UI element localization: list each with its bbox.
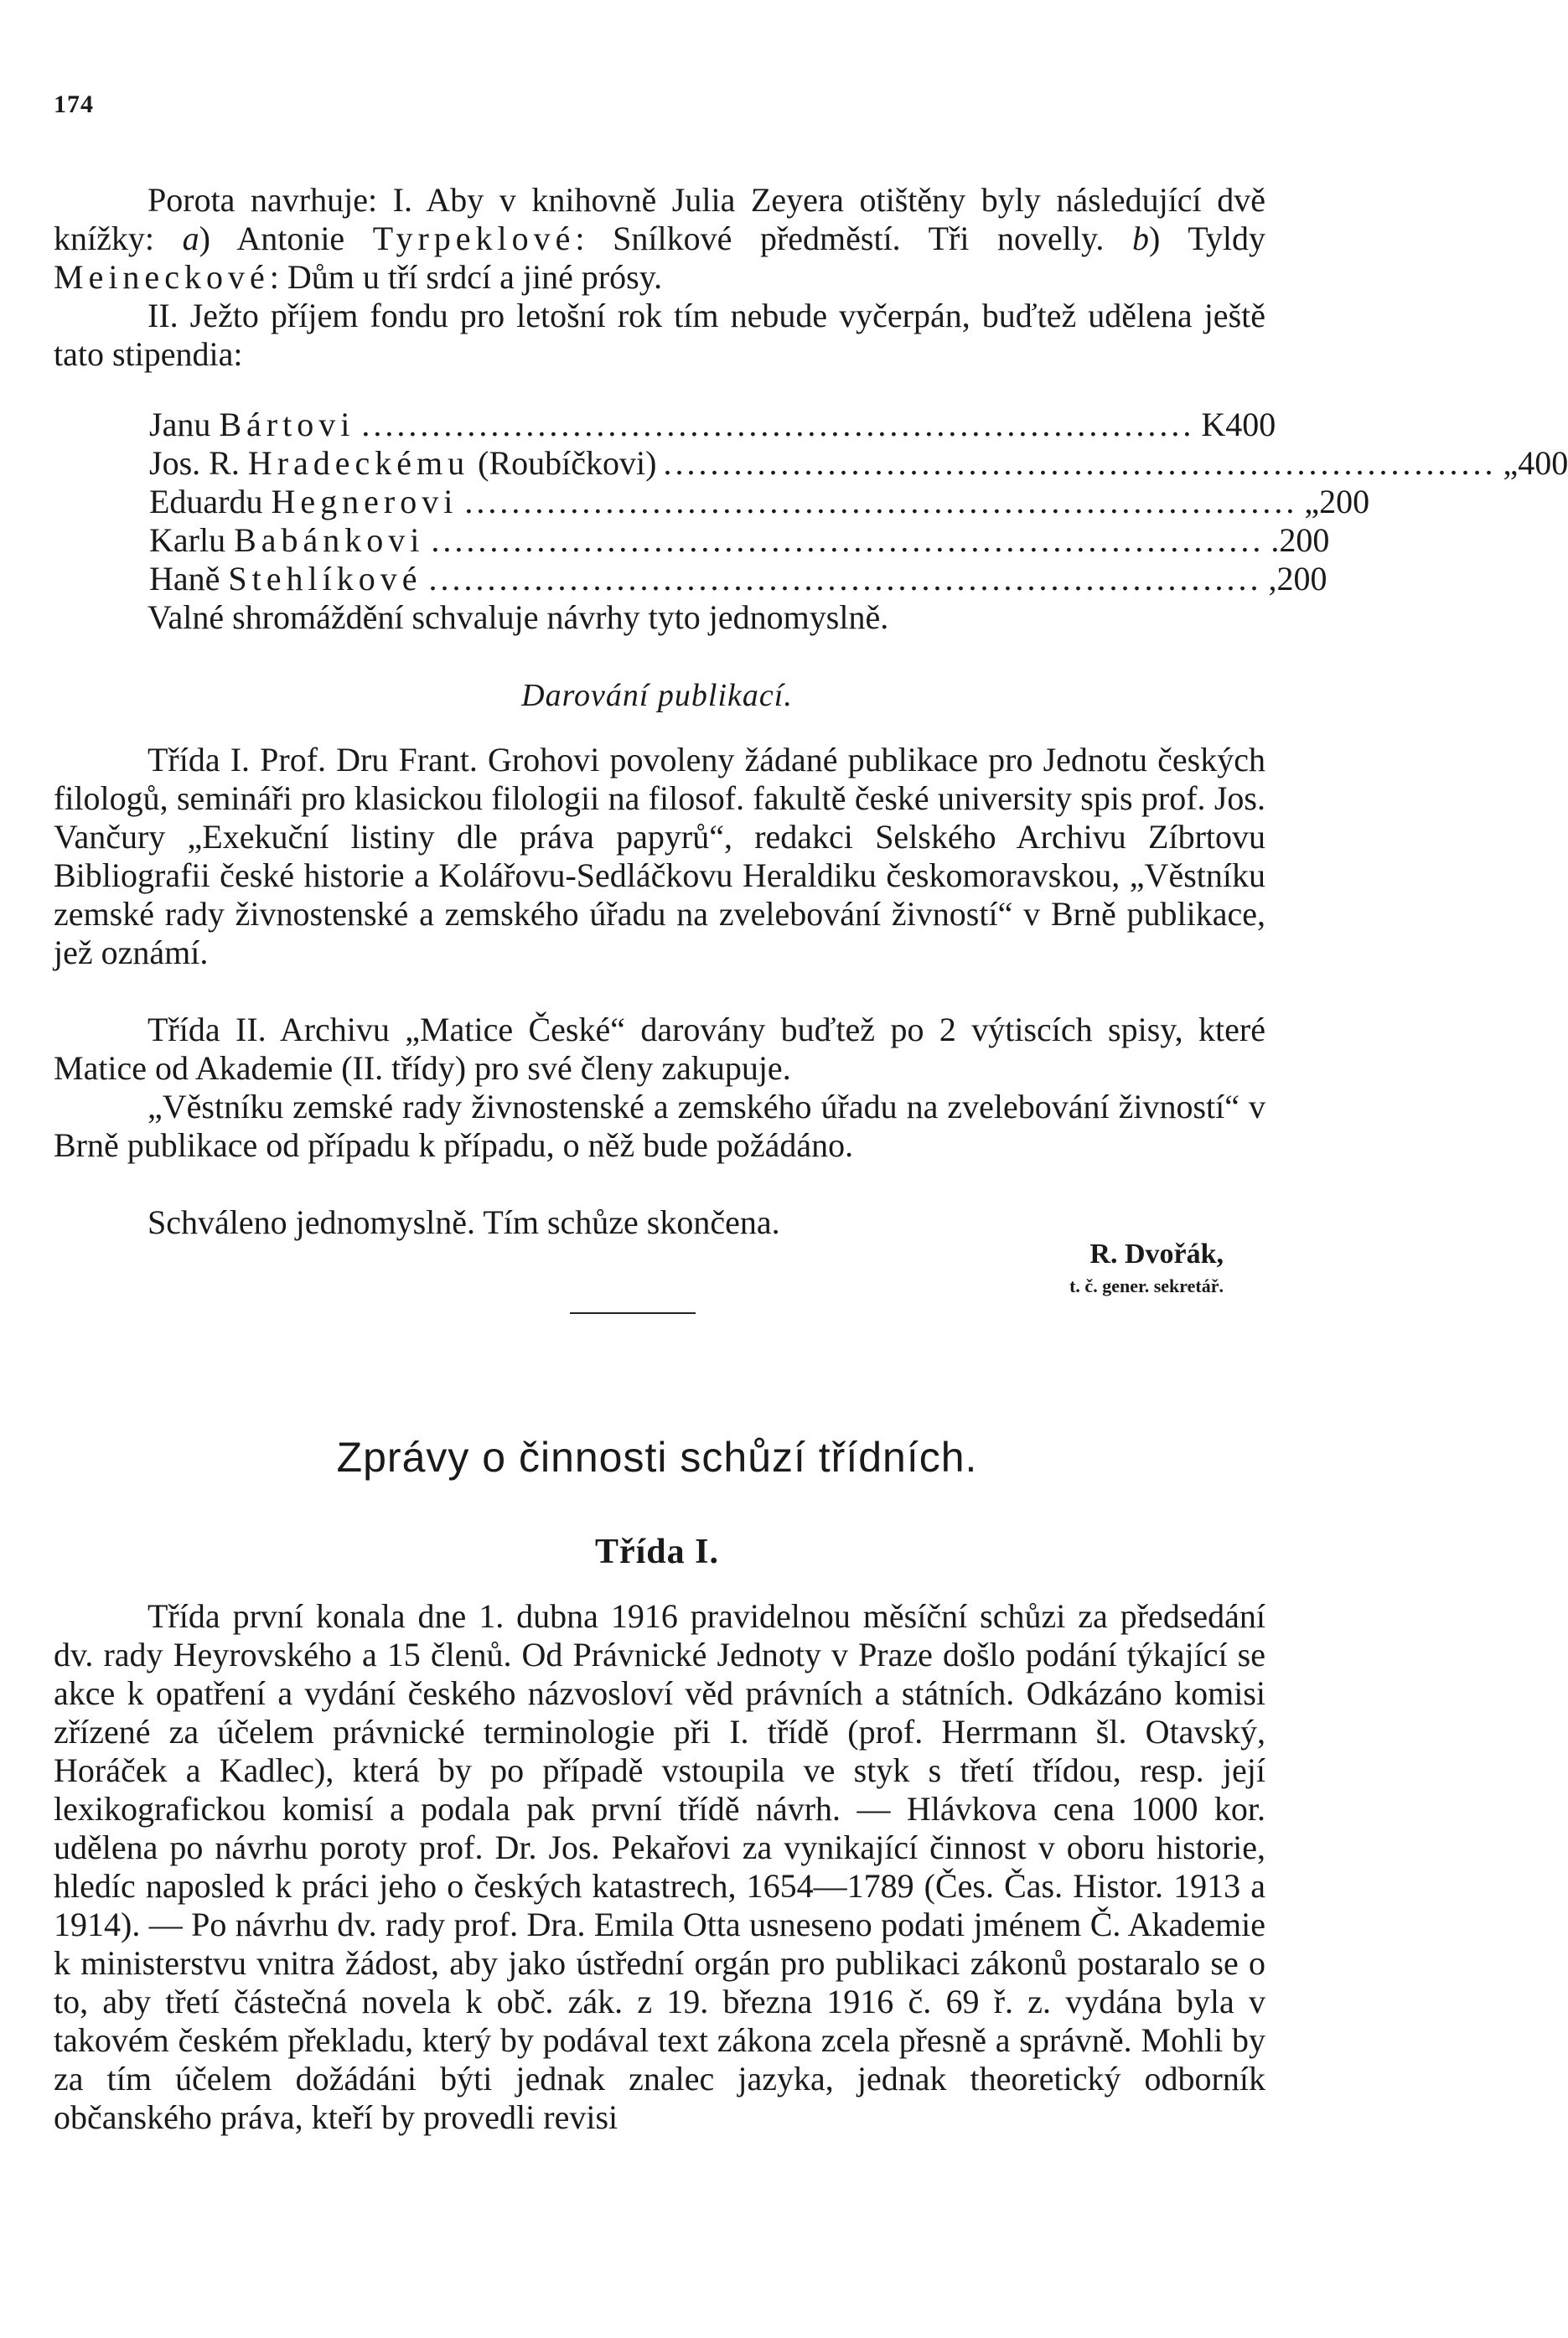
- class-heading: Třída I.: [594, 1533, 720, 1571]
- stipend-row: [149, 521, 1330, 560]
- stipend-currency: „: [1503, 444, 1519, 482]
- closing-statement: Schváleno jednomyslně. Tím schůze skončena.: [147, 1203, 780, 1241]
- stipend-currency: ,: [1268, 560, 1277, 597]
- stipend-recipient: Jos. R. Hradeckému (Roubíčkovi): [149, 444, 657, 482]
- author-name-tyrpeklova: Tyrpeklové: [372, 220, 576, 257]
- jury-proposal-text-a: Porota navrhuje: I. Aby v knihovně Julia Zeyera otištěny byly následující dvě knížky:: [54, 181, 1265, 257]
- page-number: 174: [54, 91, 94, 118]
- leader-dots: .......................................................................: [361, 406, 1195, 443]
- leader-dots: .......................................................................: [431, 521, 1265, 559]
- jury-proposal-text-c: : Snílkové předměstí. Tři novelly.: [575, 220, 1133, 257]
- stipend-row: [149, 560, 1327, 598]
- approval-statement: Valné shromáždění schvaluje návrhy tyto jednomyslně.: [147, 598, 889, 636]
- bulletin-paragraph: „Věstníku zemské rady živnostenské a zemského úřadu na zvelebování živností“ v Brně publikace od případu k případu, o něž bude požádáno.: [54, 1088, 1265, 1164]
- author-name-meineckova: Meineckové: [54, 258, 270, 296]
- section-heading: Zprávy o činnosti schůzí třídních.: [336, 1434, 978, 1481]
- stipend-currency: .: [1270, 521, 1280, 559]
- jury-proposal-text-e: : Dům u tří srdcí a jiné prósy.: [269, 258, 663, 296]
- donation-heading: Darování publikací.: [521, 678, 793, 713]
- leader-dots: .......................................................................: [663, 444, 1497, 482]
- stipend-amount: 200: [1319, 483, 1370, 520]
- stipend-amount: 200: [1276, 560, 1327, 597]
- stipend-amount: 400: [1518, 444, 1568, 482]
- leader-dots: .......................................................................: [464, 483, 1298, 520]
- stipend-amount: 200: [1279, 521, 1330, 559]
- stipend-amount: 400: [1225, 406, 1276, 443]
- stipend-intro-paragraph: II. Ježto příjem fondu pro letošní rok tím nebude vyčerpán, buďtež udělena ještě tato stipendia:: [54, 297, 1265, 373]
- jury-proposal-paragraph: [54, 181, 1265, 297]
- leader-dots: .......................................................................: [428, 560, 1262, 597]
- jury-proposal-text-b: ) Antonie: [199, 220, 373, 257]
- class1-report-paragraph: Třída první konala dne 1. dubna 1916 pravidelnou měsíční schůzi za předsedání dv. rady Heyrovského a 15 členů. Od Právnické Jednoty v Praze došlo podání týkající se akce k opatření a vydání českého názvosloví věd právních a státních. Odkázáno komisi zřízené za účelem právnické terminologie při I. třídě (prof. Herrmann šl. Otavský, Horáček a Kadlec), která by po případě vstoupila ve styk s třetí třídou, resp. její lexikografickou komisí a podala pak první třídě návrh. — Hlávkova cena 1000 kor. udělena po návrhu poroty prof. Dr. Jos. Pekařovi za vynikající činnost v oboru historie, hledíc naposled k práci jeho o českých katastrech, 1654—1789 (Čes. Čas. Histor. 1913 a 1914). — Po návrhu dv. rady prof. Dra. Emila Otta usneseno podati jménem Č. Akademie k ministerstvu vnitra žádost, aby jako ústřední orgán pro publikaci zákonů postaralo se o to, aby třetí částečná novela k obč. zák. z 19. března 1916 č. 69 ř. z. vydána byla v takovém českém překladu, který by podával text zákona zcela přesně a správně. Mohli by za tím účelem dožádáni býti jednak znalec jazyka, jednak theoretický odborník občanského práva, kteří by provedli revisi: [54, 1597, 1265, 2136]
- stipend-recipient: Janu Bártovi: [149, 406, 355, 443]
- stipend-recipient: Karlu Babánkovi: [149, 521, 425, 559]
- item-letter-a: a: [182, 220, 199, 257]
- stipend-row: [149, 406, 1276, 444]
- stipend-recipient: Eduardu Hegnerovi: [149, 483, 458, 520]
- stipend-recipient: Haně Stehlíkové: [149, 560, 422, 597]
- class1-donation-paragraph: Třída I. Prof. Dru Frant. Grohovi povoleny žádané publikace pro Jednotu českých filologů, semináři pro klasickou filologii na filosof. fakultě české university spis prof. Jos. Vančury „Exekuční listiny dle práva papyrů“, redakci Selského Archivu Zíbrtovu Bibliografii české historie a Kolářovu-Sedláčkovu Heraldiku českomoravskou, „Věstníku zemské rady živnostenské a zemského úřadu na zvelebování živností“ v Brně publikace, jež oznámí.: [54, 741, 1265, 971]
- signature-name: R. Dvořák,: [1089, 1239, 1224, 1270]
- item-letter-b: b: [1132, 220, 1150, 257]
- stipend-row: [149, 483, 1370, 521]
- stipend-currency: K: [1201, 406, 1226, 443]
- jury-proposal-text-d: ) Tyldy: [1149, 220, 1265, 257]
- section-divider: [570, 1312, 696, 1314]
- stipend-currency: „: [1304, 483, 1320, 520]
- class2-donation-paragraph: Třída II. Archivu „Matice České“ darovány buďtež po 2 výtiscích spisy, které Matice od Akademie (II. třídy) pro své členy zakupuje.: [54, 1011, 1265, 1087]
- signature-title: t. č. gener. sekretář.: [1069, 1275, 1224, 1296]
- stipend-row: [149, 444, 1568, 483]
